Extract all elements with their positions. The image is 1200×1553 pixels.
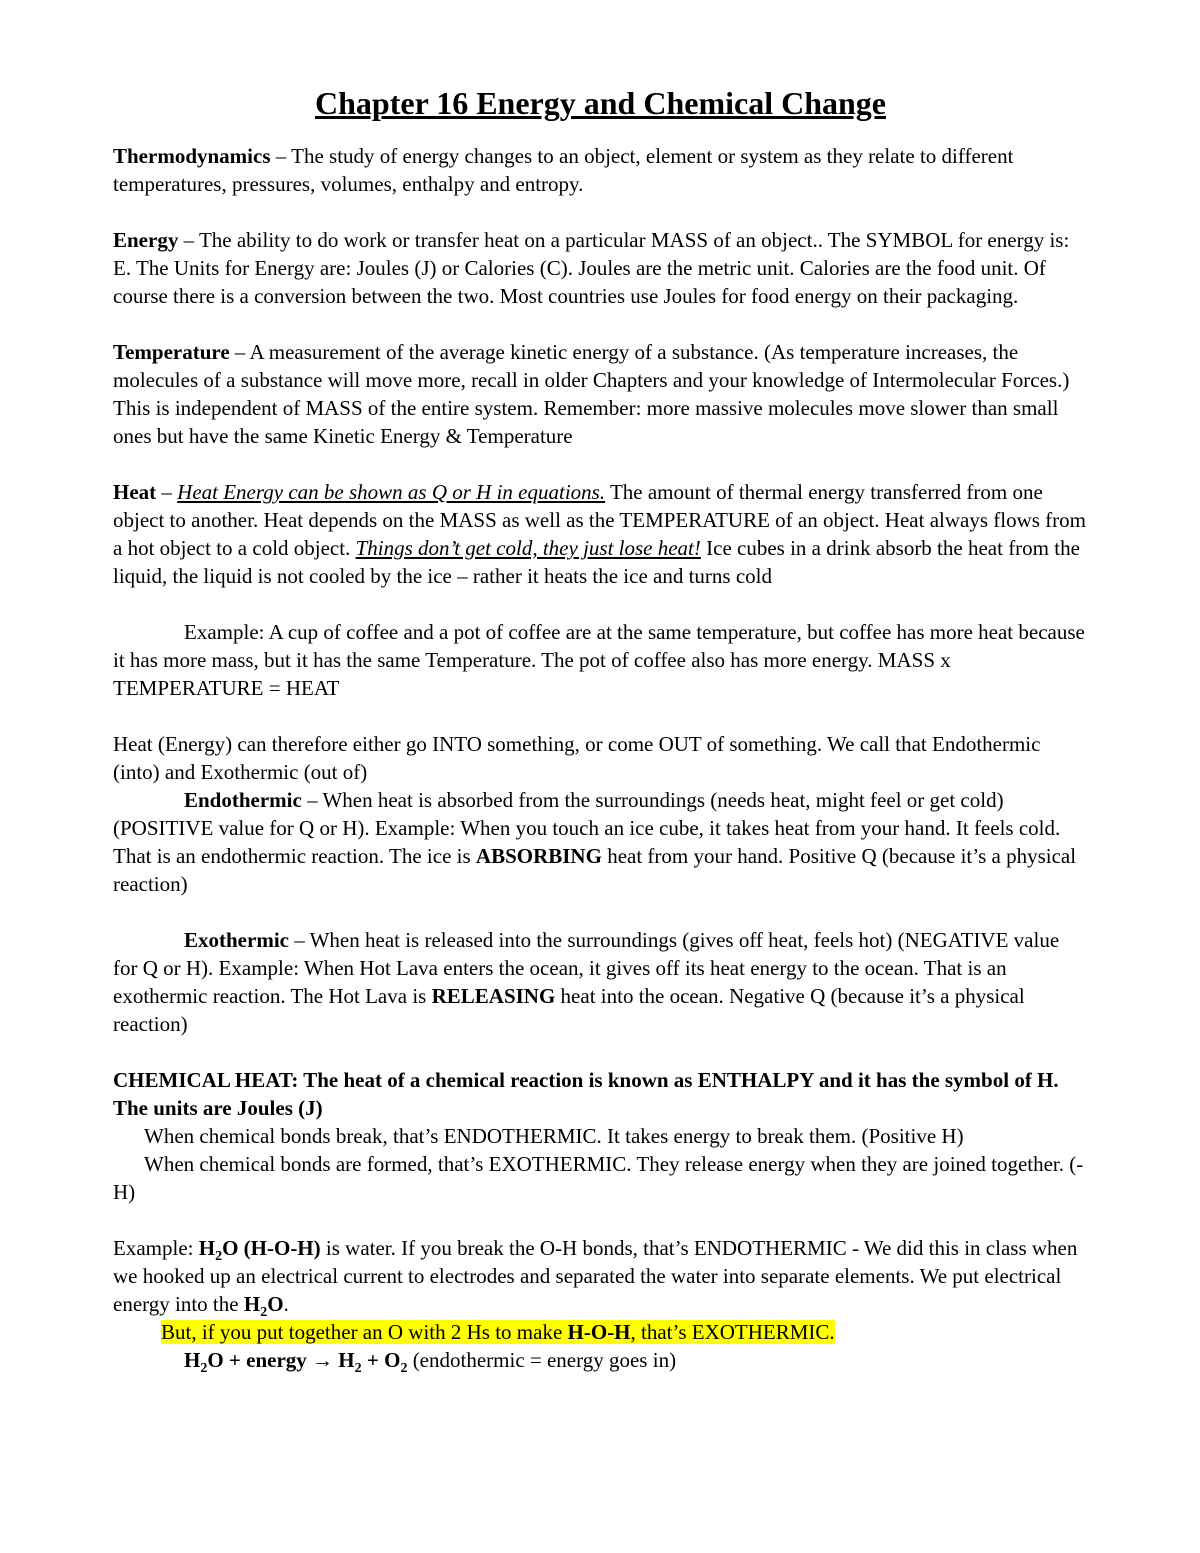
heat-dash: –	[156, 480, 178, 504]
page-title: Chapter 16 Energy and Chemical Change	[315, 85, 886, 121]
water-formula-h: H	[198, 1236, 216, 1260]
endothermic-term: Endothermic	[184, 788, 302, 812]
exothermic-text-1: – When heat is released into the surroundings (gives off heat, feels hot) (NEGATIVE value for Q or H). Example: When Hot Lava enters the ocean, it gives off its heat energy to the ocean. That is an exothermic reaction. The Hot Lava is	[113, 928, 1060, 1008]
water-formula-2-h: H	[243, 1292, 261, 1316]
temperature-paragraph	[113, 338, 1088, 450]
heat-paragraph	[113, 478, 1088, 590]
equation-part-2: + O	[361, 1348, 401, 1372]
exothermic-text-2: heat into the ocean. Negative Q (because it’s a physical reaction)	[113, 984, 1025, 1036]
document-page	[113, 82, 1088, 1374]
water-formula-2	[243, 1292, 284, 1320]
heat-text-1: The amount of thermal energy transferred from one object to another. Heat depends on the MASS as well as the TEMPERATURE of an object. Heat always flows from a hot object to a cold object.	[113, 480, 1087, 560]
chemical-heat-heading	[113, 1066, 1088, 1122]
coffee-example: Example: A cup of coffee and a pot of coffee are at the same temperature, but coffee has more heat because it has more mass, but it has the same Temperature. The pot of coffee also has more energy. MASS x TEMPERATURE = HEAT	[113, 620, 1085, 700]
temperature-term: Temperature	[113, 340, 230, 364]
chemical-heat-heading-text: CHEMICAL HEAT: The heat of a chemical reaction is known as ENTHALPY and it has the symbol of H. The units are Joules (J)	[113, 1068, 1059, 1120]
exothermic-bold: RELEASING	[431, 984, 556, 1008]
equation-sub-3: 2	[400, 1361, 408, 1376]
thermodynamics-term: Thermodynamics	[113, 144, 271, 168]
highlight-text-2: , that’s EXOTHERMIC.	[630, 1320, 835, 1344]
heat-term: Heat	[113, 480, 157, 504]
water-formula-2-o: O	[267, 1292, 284, 1316]
water-example-period: .	[283, 1292, 289, 1316]
endothermic-paragraph	[113, 786, 1088, 898]
equation-note: (endothermic = energy goes in)	[407, 1348, 677, 1372]
energy-paragraph	[113, 226, 1088, 310]
equation-sub-2: 2	[354, 1361, 362, 1376]
highlight-bold: H-O-H	[567, 1320, 631, 1344]
heat-emphasis-2: Things don’t get cold, they just lose heat!	[355, 536, 701, 560]
water-formula-2-sub: 2	[260, 1305, 268, 1320]
water-example-text: is water. If you break the O-H bonds, that’s ENDOTHERMIC - We did this in class when we hooked up an electrical current to electrodes and separated the water into separate elements. We put electrical energy into the	[113, 1236, 1078, 1316]
exothermic-paragraph	[113, 926, 1088, 1038]
bonds-break-line: When chemical bonds break, that’s ENDOTHERMIC. It takes energy to break them. (Positive H)	[144, 1124, 964, 1148]
endothermic-text-1: – When heat is absorbed from the surroundings (needs heat, might feel or get cold) (POSITIVE value for Q or H). Example: When you touch an ice cube, it takes heat from your hand. It feels cold. That is an endothermic reaction. The ice is	[113, 788, 1061, 868]
highlighted-text	[161, 1320, 835, 1344]
water-formula	[198, 1236, 321, 1264]
equation-part-1: O + energy → H	[207, 1348, 355, 1372]
bonds-formed-line: When chemical bonds are formed, that’s EXOTHERMIC. They release energy when they are joined together. (-H)	[113, 1152, 1084, 1204]
energy-definition: – The ability to do work or transfer heat on a particular MASS of an object.. The SYMBOL for energy is: E. The Units for Energy are: Joules (J) or Calories (C). Joules are the metric unit. Calories are the food unit. Of course there is a conversion between the two. Most countries use Joules for food energy on their packaging.	[113, 228, 1070, 308]
heat-emphasis-1: Heat Energy can be shown as Q or H in equations.	[177, 480, 606, 504]
equation-sub-1: 2	[200, 1361, 208, 1376]
highlighted-line	[113, 1318, 1088, 1346]
energy-term: Energy	[113, 228, 179, 252]
temperature-definition: – A measurement of the average kinetic energy of a substance. (As temperature increases, the molecules of a substance will move more, recall in older Chapters and your knowledge of Intermolecular Forces.) This is independent of MASS of the entire system. Remember: more massive molecules move slower than small ones but have the same Kinetic Energy & Temperature	[113, 340, 1070, 448]
water-formula-rest: O (H-O-H)	[222, 1236, 321, 1260]
highlight-text-1: But, if you put together an O with 2 Hs to make	[161, 1320, 568, 1344]
thermodynamics-paragraph	[113, 142, 1088, 198]
equation-h: H	[184, 1348, 201, 1372]
water-equation	[113, 1346, 1088, 1374]
thermodynamics-definition: – The study of energy changes to an object, element or system as they relate to different temperatures, pressures, volumes, enthalpy and entropy.	[113, 144, 1014, 196]
water-formula-sub: 2	[215, 1249, 223, 1264]
equation-formula	[184, 1348, 408, 1376]
heat-text-2: Ice cubes in a drink absorb the heat from the liquid, the liquid is not cooled by the ice – rather it heats the ice and turns cold	[113, 536, 1080, 588]
endothermic-text-2: heat from your hand. Positive Q (because it’s a physical reaction)	[113, 844, 1077, 896]
water-example-label: Example:	[113, 1236, 199, 1260]
endothermic-bold: ABSORBING	[475, 844, 602, 868]
heat-flow-paragraph: Heat (Energy) can therefore either go INTO something, or come OUT of something. We call that Endothermic (into) and Exothermic (out of)	[113, 732, 1041, 784]
exothermic-term: Exothermic	[184, 928, 289, 952]
water-example-paragraph	[113, 1234, 1088, 1318]
